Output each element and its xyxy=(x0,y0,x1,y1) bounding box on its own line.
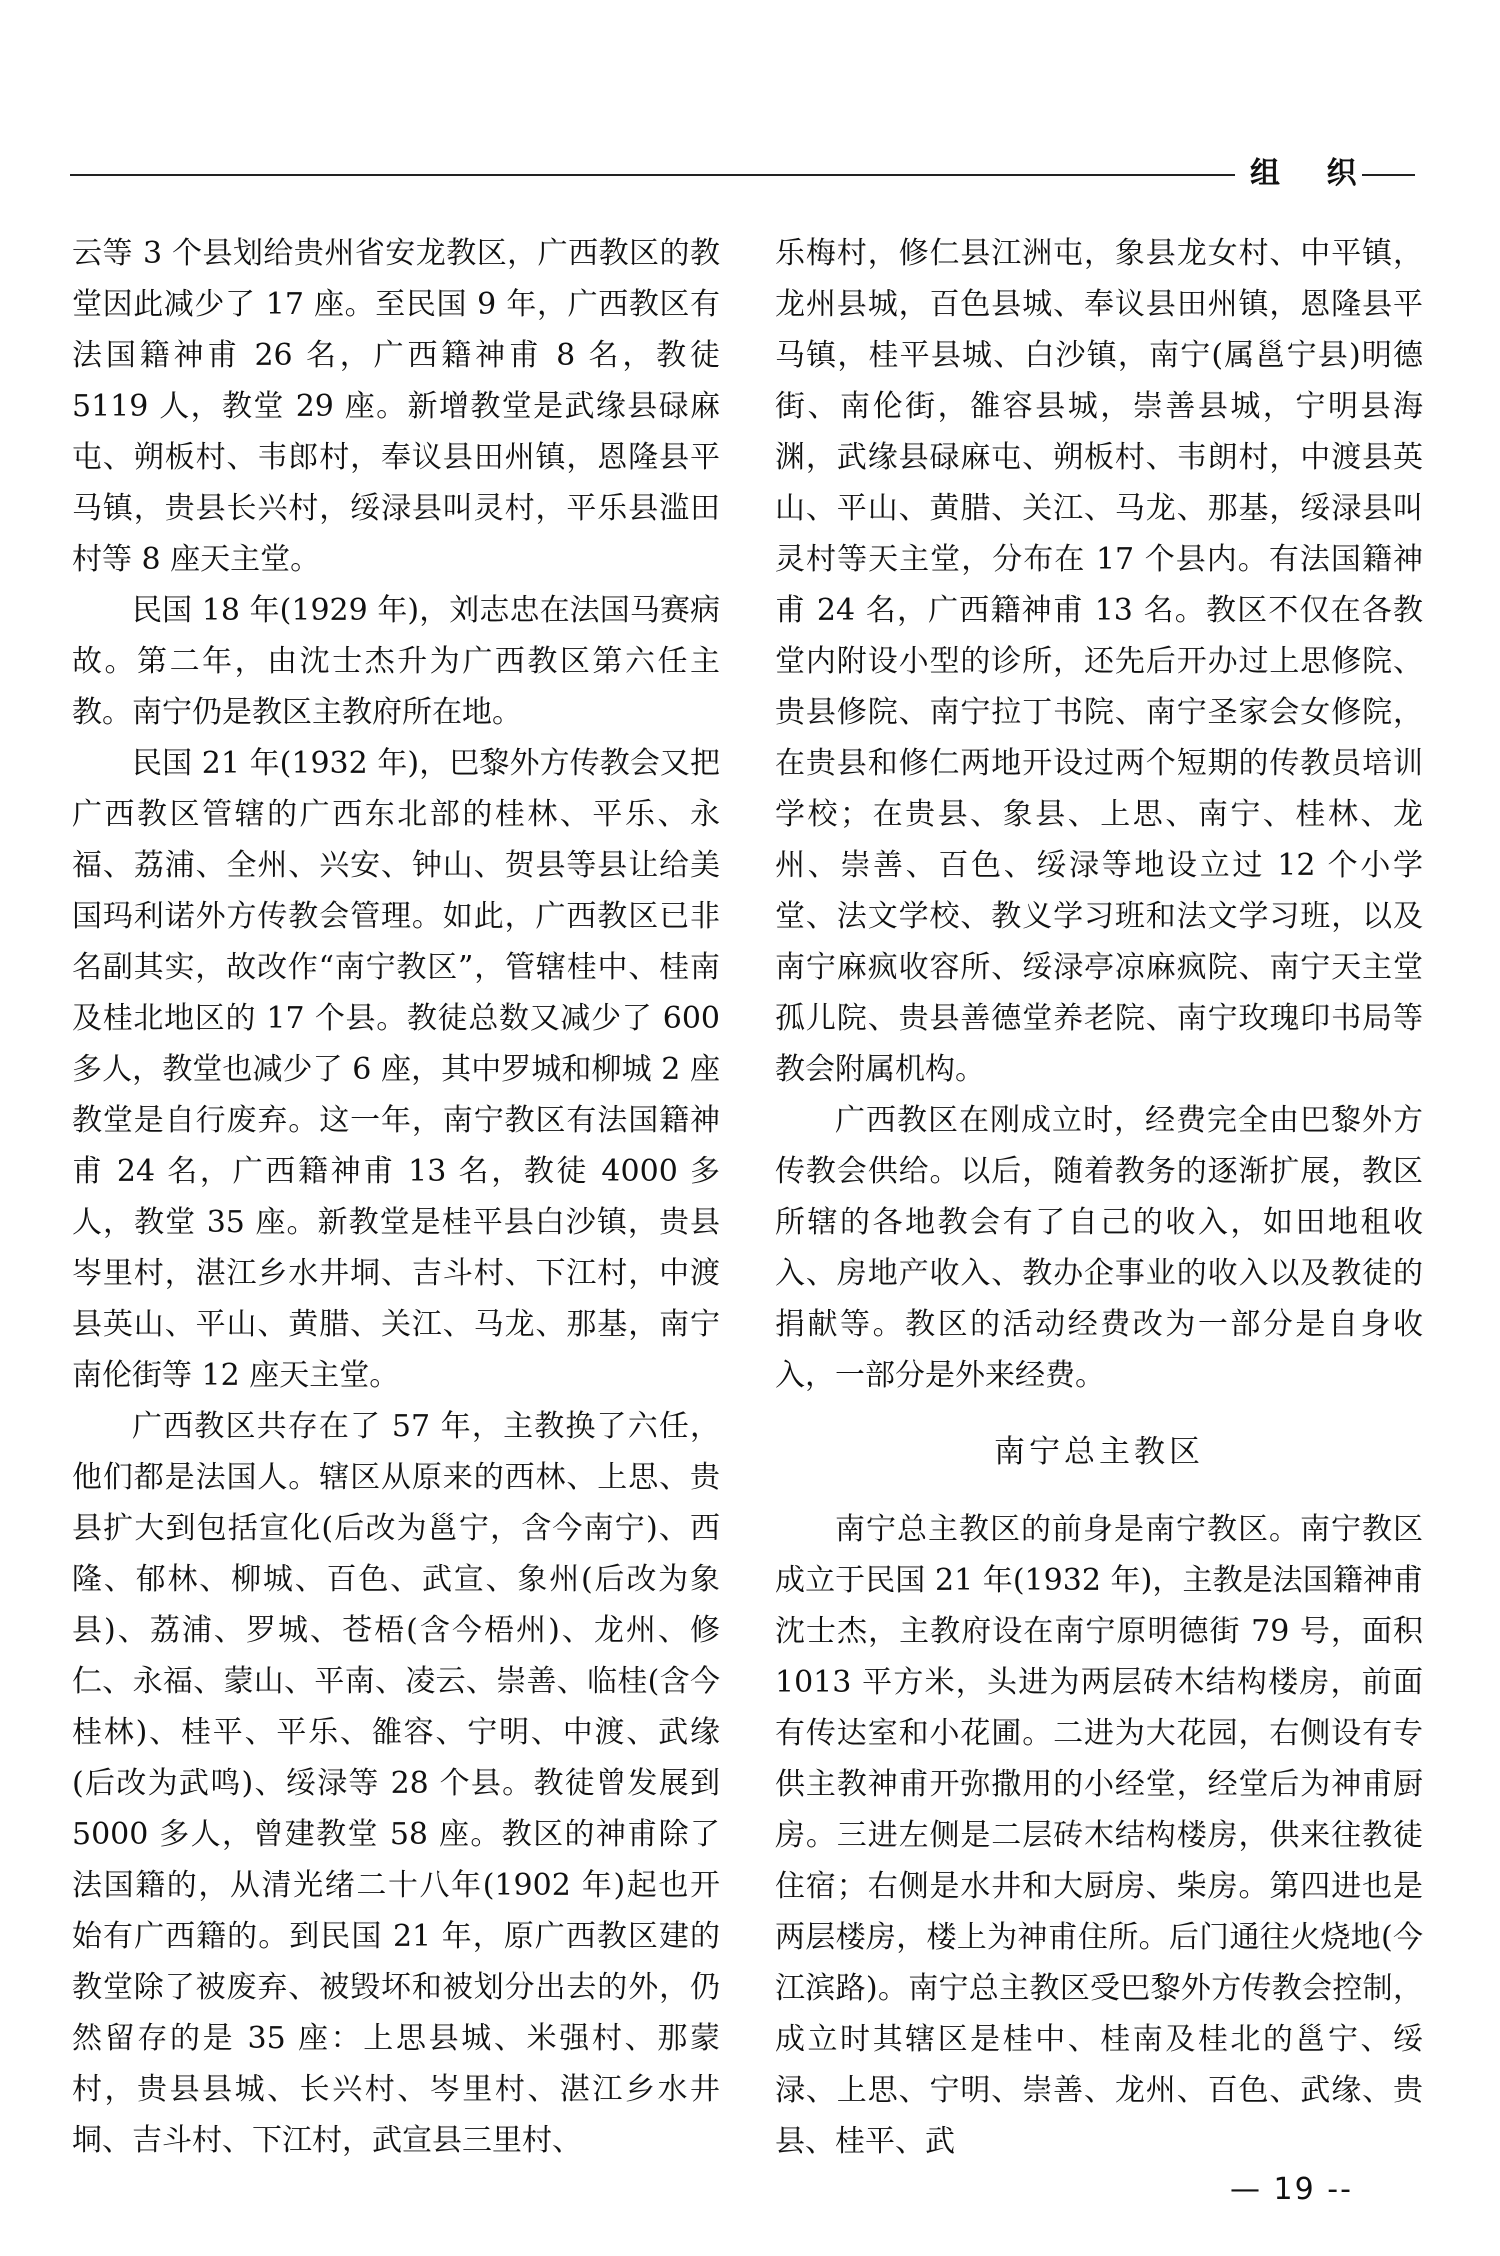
paragraph: 南宁总主教区的前身是南宁教区。南宁教区成立于民国 21 年(1932 年)，主教是法国籍神甫沈士杰，主教府设在南宁原明德街 79 号，面积 1013 平方米，头进为两层砖木结构楼房，前面有传达室和小花圃。二进为大花园，右侧设有专供主教神甫开弥撒用的小经堂，经堂后为神甫厨房。三进左侧是二层砖木结构楼房，供来往教徒住宿；右侧是水井和大厨房、柴房。第四进也是两层楼房，楼上为神甫住所。后门通往火烧地(今江滨路)。南宁总主教区受巴黎外方传教会控制，成立时其辖区是桂中、桂南及桂北的邕宁、绥渌、上思、宁明、崇善、龙州、百色、武缘、贵县、桂平、武 xyxy=(775,1512,1423,2159)
section-heading: 南宁总主教区 xyxy=(994,1434,1204,1470)
header-rule-left xyxy=(70,174,1235,176)
header-section-title: 组 织 xyxy=(1250,156,1375,191)
paragraph: 广西教区在刚成立时，经费完全由巴黎外方传教会供给。以后，随着教务的逐渐扩展，教区所辖的各地教会有了自己的收入，如田地租收入、房地产收入、教办企事业的收入以及教徒的捐献等。教区的活动经费改为一部分是自身收入，一部分是外来经费。 xyxy=(775,1103,1423,1393)
paragraph-continued: 云等 3 个县划给贵州省安龙教区，广西教区的教堂因此减少了 17 座。至民国 9 年，广西教区有法国籍神甫 26 名，广西籍神甫 8 名，教徒 5119 人，教堂 29 座。新增教堂是武缘县碌麻屯、朔板村、韦郎村，奉议县田州镇，恩隆县平马镇，贵县长兴村，绥渌县叫灵村，平乐县滥田村等 8 座天主堂。 xyxy=(72,236,720,577)
running-header xyxy=(70,150,1415,200)
page-number: — 19 -- xyxy=(1230,2172,1353,2207)
paragraph: 广西教区共存在了 57 年，主教换了六任，他们都是法国人。辖区从原来的西林、上思、贵县扩大到包括宣化(后改为邕宁，含今南宁)、西隆、郁林、柳城、百色、武宣、象州(后改为象县)、荔浦、罗城、苍梧(含今梧州)、龙州、修仁、永福、蒙山、平南、凌云、崇善、临桂(含今桂林)、桂平、平乐、雒容、宁明、中渡、武缘(后改为武鸣)、绥渌等 28 个县。教徒曾发展到 5000 多人，曾建教堂 58 座。教区的神甫除了法国籍的，从清光绪二十八年(1902 年)起也开始有广西籍的。到民国 21 年，原广西教区建的教堂除了被废弃、被毁坏和被划分出去的外，仍然留存的是 35 座：上思县城、米强村、那蒙村，贵县县城、长兴村、岑里村、湛江乡水井垌、吉斗村、下江村，武宣县三里村、 xyxy=(72,1409,720,2158)
right-text-column xyxy=(775,228,1423,2167)
paragraph: 民国 21 年(1932 年)，巴黎外方传教会又把广西教区管辖的广西东北部的桂林、平乐、永福、荔浦、全州、兴安、钟山、贺县等县让给美国玛利诺外方传教会管理。如此，广西教区已非名副其实，故改作“南宁教区”，管辖桂中、桂南及桂北地区的 17 个县。教徒总数又减少了 600 多人，教堂也减少了 6 座，其中罗城和柳城 2 座教堂是自行废弃。这一年，南宁教区有法国籍神甫 24 名，广西籍神甫 13 名，教徒 4000 多人，教堂 35 座。新教堂是桂平县白沙镇，贵县岑里村，湛江乡水井垌、吉斗村、下江村，中渡县英山、平山、黄腊、关江、马龙、那基，南宁南伦街等 12 座天主堂。 xyxy=(72,746,720,1393)
left-text-column xyxy=(72,228,720,2166)
paragraph: 民国 18 年(1929 年)，刘志忠在法国马赛病故。第二年，由沈士杰升为广西教区第六任主教。南宁仍是教区主教府所在地。 xyxy=(72,593,720,730)
header-rule-right xyxy=(1362,174,1415,176)
paragraph-continued: 乐梅村，修仁县江洲屯，象县龙女村、中平镇，龙州县城，百色县城、奉议县田州镇，恩隆县平马镇，桂平县城、白沙镇，南宁(属邕宁县)明德街、南伦街，雒容县城，崇善县城，宁明县海渊，武缘县碌麻屯、朔板村、韦朗村，中渡县英山、平山、黄腊、关江、马龙、那基，绥渌县叫灵村等天主堂，分布在 17 个县内。有法国籍神甫 24 名，广西籍神甫 13 名。教区不仅在各教堂内附设小型的诊所，还先后开办过上思修院、贵县修院、南宁拉丁书院、南宁圣家会女修院，在贵县和修仁两地开设过两个短期的传教员培训学校；在贵县、象县、上思、南宁、桂林、龙州、崇善、百色、绥渌等地设立过 12 个小学堂、法文学校、教义学习班和法文学习班，以及南宁麻疯收容所、绥渌亭凉麻疯院、南宁天主堂孤儿院、贵县善德堂养老院、南宁玫瑰印书局等教会附属机构。 xyxy=(775,236,1423,1087)
